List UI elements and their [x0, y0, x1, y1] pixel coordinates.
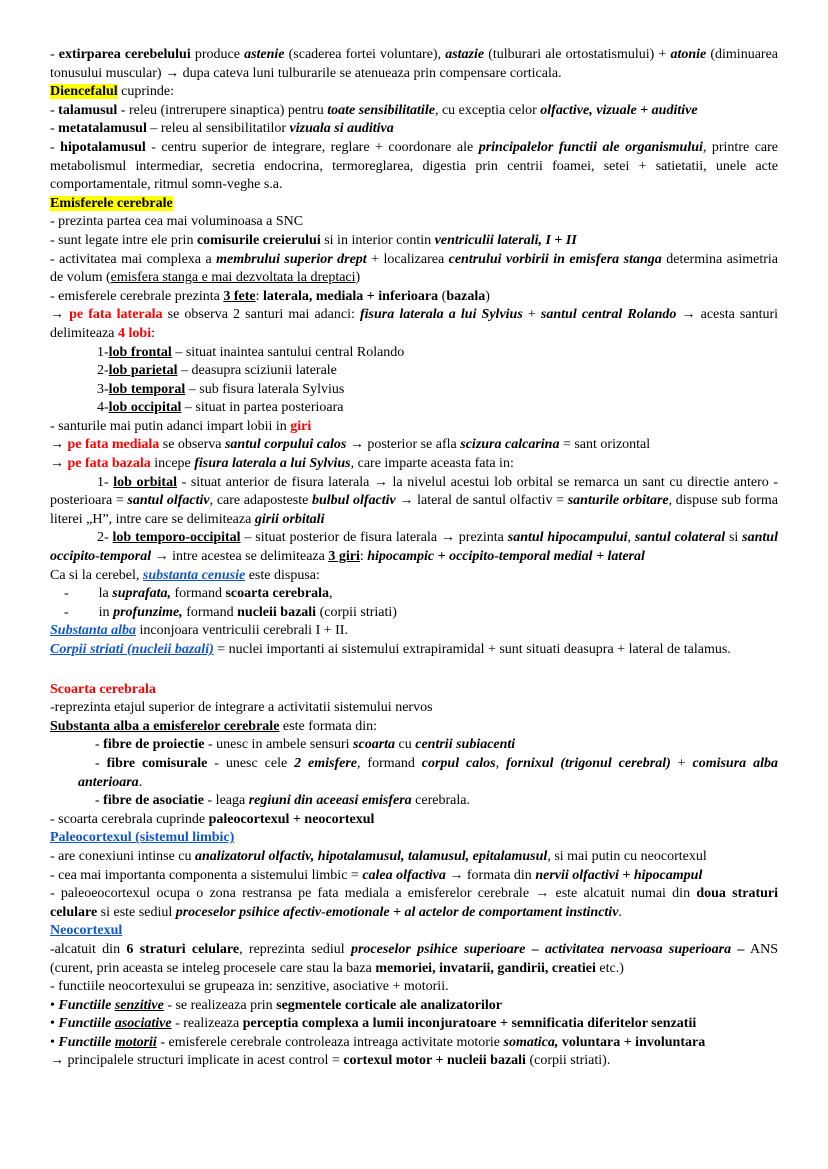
text-run: 4- — [97, 400, 109, 416]
hyperlink[interactable]: Corpii striati (nucleii bazali) — [50, 642, 214, 657]
text-run: - — [50, 121, 59, 137]
text-run: 1- — [97, 474, 114, 490]
text-run: inconjoara ventriculii cerebrali I + II. — [135, 623, 348, 639]
text-run: ventriculii laterali, I + II — [434, 232, 577, 248]
text-run: - releu (intrerupere sinaptica) pentru — [117, 102, 328, 118]
text-run: (corpii striati). — [525, 1053, 611, 1069]
text-run: lob orbital — [113, 474, 177, 490]
text-run: - — [50, 139, 61, 155]
paragraph — [50, 811, 778, 830]
text-run: – releu al sensibilitatilor — [146, 121, 290, 137]
text-run: hipocampic + occipito-temporal medial + lateral — [367, 549, 645, 565]
text-run: (scaderea fortei voluntare), — [284, 47, 446, 62]
text-run: (diminuarea tonusului muscular) → dupa cateva luni tulburarile se atenueaza prin compensare corticala. — [50, 47, 778, 81]
text-run: calea olfactiva — [362, 867, 446, 883]
highlighted-term: Diencefalul — [50, 84, 118, 100]
text-run: • — [50, 1034, 59, 1050]
text-run: centrii subiacenti — [415, 737, 516, 753]
text-run: → principalele structuri implicate in acest control = — [50, 1053, 344, 1069]
text-run: toate sensibilitatile — [327, 102, 435, 118]
text-run: - emisferele cerebrale prezinta — [50, 288, 224, 304]
hyperlink[interactable]: substanta cenusie — [142, 567, 246, 583]
text-run: santul hipocampului — [507, 530, 628, 546]
paragraph — [50, 1052, 778, 1071]
paragraph — [50, 567, 778, 586]
text-run: - paleoeocortexul ocupa o zona restransa pe fata mediala a emisferelor cerebrale → este alcatuit numai din — [50, 886, 697, 902]
text-run: cuprinde: — [117, 84, 175, 100]
text-run: motorii — [114, 1034, 157, 1050]
text-run: voluntara + involuntara — [561, 1034, 706, 1050]
highlighted-term: Emisferele cerebrale — [50, 195, 173, 211]
text-run: produce — [190, 47, 245, 62]
text-run: - emisferele cerebrale controleaza intreaga activitate motorie — [156, 1034, 504, 1050]
text-run: 3 fete — [223, 288, 256, 304]
text-run: – situat inaintea santului central Rolando — [171, 344, 405, 360]
text-run: 4 lobi — [118, 325, 152, 341]
document-body — [50, 46, 778, 1071]
paragraph — [50, 829, 778, 848]
paragraph — [50, 622, 778, 641]
text-run: proceselor psihice superioare – activitatea nervoasa superioara – — [350, 941, 745, 957]
text-run: ANS (curent, prin aceasta se inteleg procesele care stau la baza — [50, 941, 779, 976]
paragraph — [50, 885, 778, 922]
text-run: - se realizeaza prin — [163, 997, 277, 1013]
text-run: corpul calos — [421, 755, 496, 771]
text-run: formand — [182, 604, 238, 620]
text-run: Functiile — [58, 1016, 115, 1032]
text-run: suprafata, — [112, 586, 172, 602]
text-run: lob temporal — [108, 381, 186, 397]
hyperlink[interactable]: Paleocortexul (sistemul limbic) — [50, 830, 235, 846]
text-run: incepe — [150, 456, 195, 472]
text-run: bazala — [446, 288, 486, 304]
paragraph — [50, 46, 778, 83]
text-run: , printre care metabolismul intermediar, secretia endocrina, termoreglarea, digestia prin centrii foamei, setei + satietatii, unele acte comportamentale, ritmul somn-veghe s.a. — [50, 139, 778, 193]
paragraph — [50, 251, 778, 288]
text-run: comisurile creierului — [196, 232, 321, 248]
text-run: cerebrala. — [411, 793, 470, 809]
text-run: memoriei, invatarii, gandirii, creatiei — [375, 960, 596, 976]
paragraph — [50, 529, 778, 566]
hyperlink[interactable]: Neocortexul — [50, 923, 123, 939]
text-run: : — [359, 549, 368, 565]
text-run: asociative — [114, 1016, 172, 1032]
paragraph — [50, 418, 778, 437]
text-run: proceselor psihice afectiv-emotionale + al actelor de comportament instinctiv — [175, 904, 619, 920]
text-run: Scoarta cerebrala — [50, 681, 156, 697]
text-run: este dispusa: — [245, 567, 320, 583]
text-run: , si mai putin cu neocortexul — [547, 848, 707, 864]
text-run: somatica, — [503, 1034, 559, 1050]
text-run: - centru superior de integrare, reglare + coordonare ale — [145, 139, 479, 155]
text-run: - — [50, 47, 59, 62]
text-run: santul olfactiv — [127, 493, 210, 509]
text-run: -alcatuit din — [50, 941, 127, 957]
text-run: 2 emisfere — [294, 755, 357, 771]
text-run: nervii olfactivi + hipocampul — [535, 867, 703, 883]
text-run: - scoarta cerebrala cuprinde — [50, 811, 209, 827]
text-run: • — [50, 997, 59, 1013]
text-run: emisfera stanga e mai dezvoltata la dreptaci — [110, 270, 356, 286]
text-run: hipotalamusul — [60, 139, 146, 155]
paragraph — [50, 362, 778, 381]
blank-line — [50, 660, 778, 681]
text-run: → — [50, 307, 70, 323]
text-run: etc.) — [595, 960, 624, 976]
text-run: → lateral de santul olfactiv = — [395, 493, 568, 509]
text-run: si — [725, 530, 743, 546]
text-run: → — [50, 437, 68, 453]
text-run: determina asimetria de volum ( — [50, 251, 778, 286]
text-run: - — [95, 793, 104, 809]
text-run: = sant orizontal — [559, 437, 651, 453]
text-run: , formand — [357, 755, 422, 771]
text-run: - — [64, 586, 69, 602]
paragraph — [50, 585, 778, 604]
text-run: nucleii bazali — [237, 604, 317, 620]
text-run: , — [328, 586, 333, 602]
text-run: paleocortexul + neocortexul — [208, 811, 375, 827]
paragraph — [50, 922, 778, 941]
paragraph — [50, 213, 778, 232]
text-run: atonie — [670, 47, 707, 62]
text-run: → posterior se afla — [346, 437, 461, 453]
text-run: , care imparte aceasta fata in: — [350, 456, 514, 472]
text-run: . — [618, 904, 622, 920]
paragraph — [50, 755, 778, 792]
text-run: analizatorul olfactiv, hipotalamusul, talamusul, epitalamusul — [195, 848, 548, 864]
paragraph — [50, 120, 778, 139]
text-run: fibre de asociatie — [103, 793, 205, 809]
text-run: = nuclei importanti ai sistemului extrapiramidal + sunt situati deasupra + lateral de talamus. — [213, 642, 731, 657]
text-run: scoarta cerebrala — [225, 586, 329, 602]
text-run: metatalamusul — [58, 121, 147, 137]
paragraph — [50, 848, 778, 867]
text-run: girii orbitali — [254, 511, 325, 527]
text-run: → formata din — [445, 867, 536, 883]
text-run: , cu exceptia celor — [434, 102, 541, 118]
paragraph — [50, 718, 778, 737]
text-run: olfactive, vizuale + auditive — [540, 102, 698, 118]
text-run: - — [50, 102, 59, 118]
paragraph — [50, 436, 778, 455]
text-run: 3 giri — [328, 549, 360, 565]
text-run: + localizarea — [366, 251, 449, 267]
paragraph — [50, 139, 778, 195]
text-run: + — [522, 307, 541, 323]
text-run: este formata din: — [279, 718, 377, 734]
paragraph — [50, 232, 778, 251]
text-run: astenie — [244, 47, 285, 62]
hyperlink[interactable]: Substanta alba — [50, 623, 136, 639]
text-run: → intre acestea se delimiteaza — [151, 549, 329, 565]
text-run: membrului superior drept — [216, 251, 367, 267]
text-run: – situat in partea posterioara — [181, 400, 344, 416]
paragraph — [50, 306, 778, 343]
text-run: si in interior contin — [320, 232, 435, 248]
text-run: laterala, mediala + inferioara — [262, 288, 439, 304]
paragraph — [50, 455, 778, 474]
text-run: la — [98, 586, 113, 602]
text-run: , dispuse sub forma literei „H”, intre care se delimiteaza — [50, 493, 778, 527]
text-run: vizuala si auditiva — [289, 121, 394, 137]
paragraph — [50, 344, 778, 363]
text-run: scoarta — [353, 737, 396, 753]
paragraph — [50, 381, 778, 400]
text-run: fornixul (trigonul cerebral) — [506, 755, 671, 771]
text-run: - unesc cele — [207, 755, 295, 771]
text-run: lob occipital — [108, 400, 182, 416]
paragraph — [50, 604, 778, 623]
text-run: se observa — [159, 437, 225, 453]
paragraph — [50, 102, 778, 121]
text-run: lob temporo-occipital — [112, 530, 241, 546]
text-run: centrului vorbirii in emisfera stanga — [448, 251, 662, 267]
paragraph — [50, 941, 778, 978]
text-run: santul central Rolando — [540, 307, 677, 323]
paragraph — [50, 641, 778, 660]
text-run: : — [255, 288, 263, 304]
text-run: talamusul — [58, 102, 118, 118]
paragraph — [50, 978, 778, 997]
paragraph — [50, 474, 778, 530]
text-run: Substanta alba a emisferelor cerebrale — [50, 718, 280, 734]
text-run: principalelor functii ale organismului — [478, 139, 703, 155]
text-run: in — [98, 604, 114, 620]
text-run: pe fata bazala — [67, 456, 151, 472]
text-run: lob parietal — [108, 363, 178, 379]
text-run: extirparea cerebelului — [58, 47, 191, 62]
text-run: fisura laterala a lui Sylvius — [194, 456, 351, 472]
text-run: profunzime, — [113, 604, 183, 620]
text-run: cu — [395, 737, 416, 753]
text-run: 2- — [97, 363, 109, 379]
paragraph — [50, 997, 778, 1016]
text-run: 2- — [97, 530, 113, 546]
text-run: - leaga — [204, 793, 249, 809]
text-run: Functiile — [58, 997, 115, 1013]
text-run: fibre comisurale — [106, 755, 208, 771]
text-run: perceptia complexa a lumii inconjuratoare + semnificatia diferitelor senzatii — [242, 1016, 697, 1032]
paragraph — [50, 1034, 778, 1053]
paragraph — [50, 288, 778, 307]
paragraph — [50, 1015, 778, 1034]
text-run: Ca si la cerebel, — [50, 567, 143, 583]
text-run: santul occipito-temporal — [50, 530, 778, 565]
text-run: ( — [438, 288, 447, 304]
text-run: fisura laterala a lui Sylvius — [360, 307, 523, 323]
paragraph — [50, 736, 778, 755]
text-run: , care adaposteste — [209, 493, 312, 509]
text-run: pe fata laterala — [69, 307, 163, 323]
text-run: - santurile mai putin adanci impart lobii in — [50, 418, 291, 434]
paragraph — [50, 681, 778, 700]
text-run: - — [95, 737, 104, 753]
text-run: si este sediul — [97, 904, 176, 920]
text-run: - realizeaza — [171, 1016, 243, 1032]
paragraph — [50, 699, 778, 718]
text-run: - prezinta partea cea mai voluminoasa a SNC — [50, 214, 304, 230]
text-run: astazie — [445, 47, 485, 62]
text-run: ) — [355, 270, 361, 286]
text-run: → — [50, 456, 68, 472]
text-run: doua straturi celulare — [50, 886, 778, 920]
text-run: (corpii striati) — [316, 604, 397, 620]
paragraph — [50, 792, 778, 811]
text-run: - activitatea mai complexa a — [50, 251, 217, 267]
text-run: segmentele corticale ale analizatorilor — [276, 997, 502, 1013]
text-run: -reprezinta etajul superior de integrare a activitatii sistemului nervos — [50, 700, 433, 716]
text-run: comisura alba anterioara — [78, 755, 778, 790]
text-run: santul colateral — [634, 530, 726, 546]
paragraph — [50, 83, 778, 102]
text-run: santul corpului calos — [224, 437, 347, 453]
text-run: – deasupra sciziunii laterale — [177, 363, 337, 379]
text-run: - are conexiuni intinse cu — [50, 848, 196, 864]
text-run: - functiile neocortexului se grupeaza in: senzitive, asociative + motorii. — [50, 979, 449, 995]
text-run: → acesta santuri delimiteaza — [50, 307, 779, 341]
text-run: , — [495, 755, 506, 771]
text-run: scizura calcarina — [460, 437, 560, 453]
text-run: fibre de proiectie — [103, 737, 205, 753]
text-run: - cea mai importanta componenta a sistemului limbic = — [50, 867, 363, 883]
paragraph — [50, 195, 778, 214]
text-run: 3- — [97, 381, 109, 397]
text-run: , — [627, 530, 635, 546]
paragraph — [50, 867, 778, 886]
text-run: cortexul motor + nucleii bazali — [343, 1053, 526, 1069]
text-run: . — [138, 774, 143, 790]
text-run: regiuni din aceeasi emisfera — [248, 793, 412, 809]
text-run: - unesc in ambele sensuri — [204, 737, 354, 753]
text-run: 6 straturi celulare — [126, 941, 240, 957]
text-run: – situat posterior de fisura laterala → prezinta — [240, 530, 508, 546]
text-run: , reprezinta sediul — [239, 941, 351, 957]
text-run: • — [50, 1016, 59, 1032]
text-run: formand — [171, 586, 226, 602]
text-run: - — [64, 604, 69, 620]
paragraph — [50, 399, 778, 418]
text-run: : — [151, 325, 155, 341]
text-run: - sunt legate intre ele prin — [50, 232, 197, 248]
text-run: - situat anterior de fisura laterala → la nivelul acestui lob orbital se remarca un sant cu directie antero - posterioara = — [50, 474, 779, 509]
text-run: – sub fisura laterala Sylvius — [185, 381, 345, 397]
text-run: senzitive — [114, 997, 164, 1013]
text-run: bulbul olfactiv — [311, 493, 396, 509]
text-run: lob frontal — [108, 344, 172, 360]
text-run: ) — [485, 288, 490, 304]
text-run: se observa 2 santuri mai adanci: — [162, 307, 360, 323]
text-run: giri — [290, 418, 312, 434]
text-run: (tulburari ale ortostatismului) + — [484, 47, 671, 62]
text-run: santurile orbitare — [567, 493, 669, 509]
text-run: 1- — [97, 344, 109, 360]
text-run: Functiile — [58, 1034, 115, 1050]
text-run: pe fata mediala — [67, 437, 160, 453]
text-run: - — [95, 755, 107, 771]
text-run: + — [670, 755, 693, 771]
